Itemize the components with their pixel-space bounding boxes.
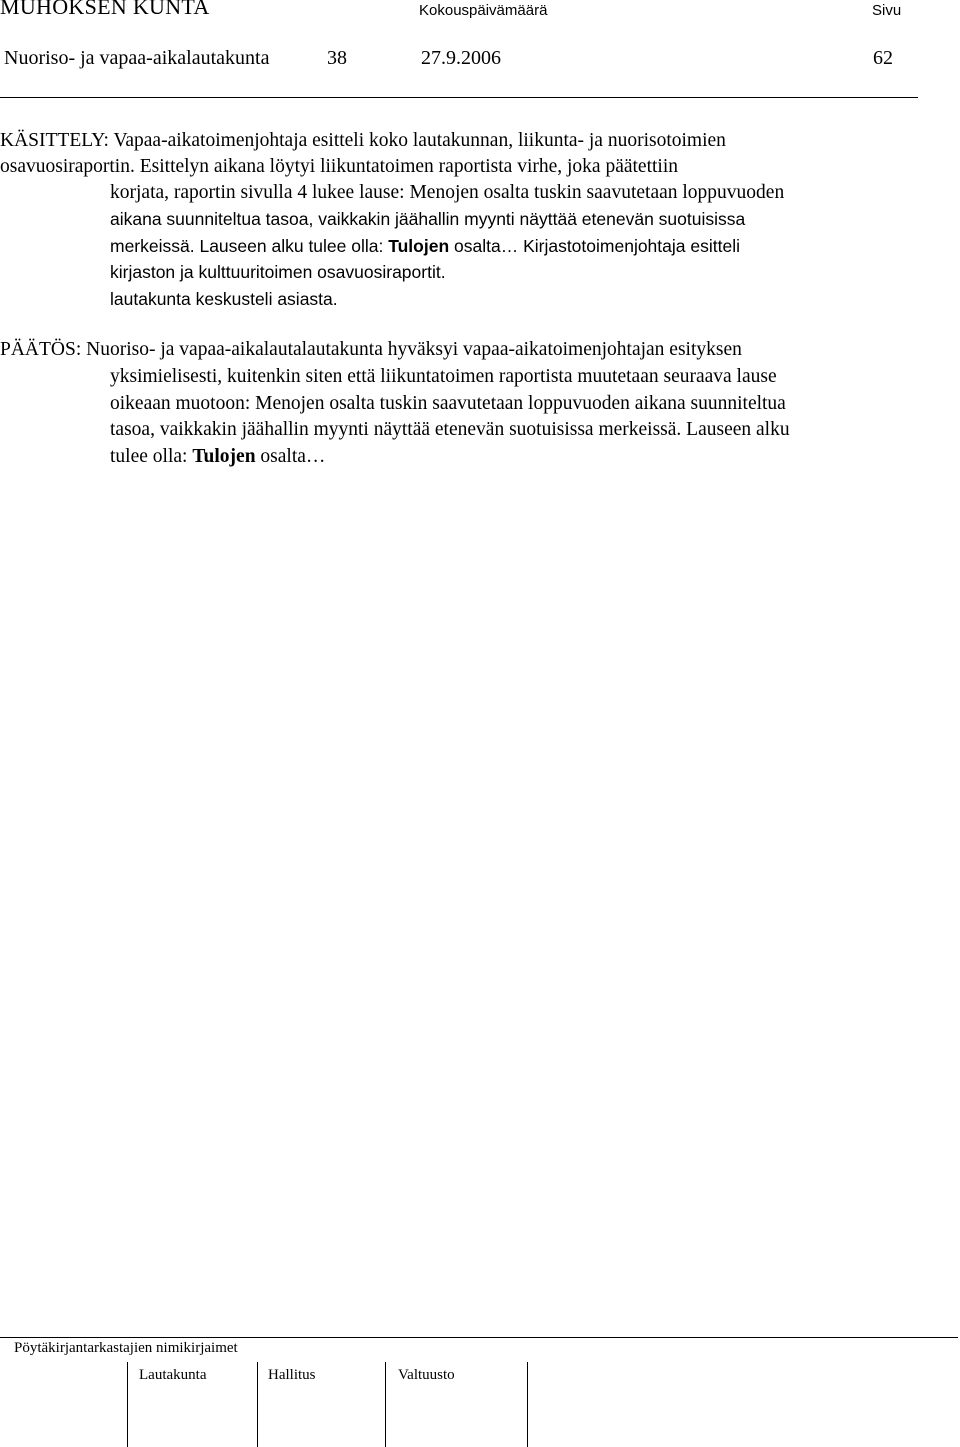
kasittely-line: kirjaston ja kulttuuritoimen osavuosiraportit. [110,262,446,282]
footer-rule [0,1337,958,1338]
paatos-line: tasoa, vaikkakin jäähallin myynti näyttää etenevän suotuisissa merkeissä. Lauseen alku [110,419,790,440]
page-label: Sivu [872,2,902,19]
paatos-body [110,364,930,470]
kasittely-line: osavuosiraportin. Esittelyn aikana löytyi liikuntatoimen raportista virhe, joka päätettiin [0,156,679,177]
kasittely-line-5 [110,233,930,260]
paatos-last-line [110,444,930,471]
paatos-bold-word: Tulojen [192,445,256,467]
footer-col-hallitus: Hallitus [268,1367,316,1383]
signatures-title: Pöytäkirjantarkastajien nimikirjaimet [14,1340,238,1356]
kasittely-label: KÄSITTELY: [0,130,109,151]
kasittely-line: aikana suunniteltua tasoa, vaikkakin jäähallin myynti näyttää etenevän suotuisissa [110,209,746,229]
kasittely-body-cont [110,180,930,207]
footer-col-valtuusto: Valtuusto [398,1367,455,1383]
footer-col-divider [257,1362,258,1447]
kasittely-line-5-end: osalta… Kirjastotoimenjohtaja esitteli [449,235,740,256]
paatos-last-line-start: tulee olla: [110,445,193,467]
kasittely-first-line-text: Vapaa-aikatoimenjohtaja esitteli koko lautakunnan, liikunta- ja nuorisotoimien [113,130,726,151]
paatos-label: PÄÄTÖS: [0,339,82,360]
kasittely-body-cont2 [110,206,930,312]
date-label: Kokouspäivämäärä [419,2,548,19]
meeting-date: 27.9.2006 [421,47,501,69]
kasittely-body [0,154,820,181]
paatos-first-line-text: Nuoriso- ja vapaa-aikalautalautakunta hyväksyi vapaa-aikatoimenjohtajan esityksen [86,339,742,360]
page-number: 62 [873,47,893,69]
header-rule [0,97,918,98]
paatos-line: oikeaan muotoon: Menojen osalta tuskin saavutetaan loppuvuoden aikana suunniteltua [110,392,786,414]
kasittely-line: korjata, raportin sivulla 4 lukee lause: Menojen osalta tuskin saavutetaan loppuvuoden [110,182,785,203]
kasittely-line: lautakunta keskusteli asiasta. [110,288,338,309]
footer-col-divider [385,1362,386,1447]
organization-name: MUHOKSEN KUNTA [0,0,210,19]
kasittely-line-5-start: merkeissä. Lauseen alku tulee olla: [110,235,389,256]
paatos-first-line [0,337,742,364]
footer-col-divider [527,1362,528,1447]
kasittely-first-line [0,128,726,155]
footer-col-lautakunta: Lautakunta [139,1367,207,1383]
body-name: Nuoriso- ja vapaa-aikalautakunta [4,47,270,69]
footer-col-divider [127,1362,128,1447]
paatos-last-line-end: osalta… [255,445,326,467]
section-number: 38 [327,47,347,69]
kasittely-bold-word: Tulojen [388,235,450,256]
paatos-line: yksimielisesti, kuitenkin siten että liikuntatoimen raportista muutetaan seuraava lause [110,366,777,387]
